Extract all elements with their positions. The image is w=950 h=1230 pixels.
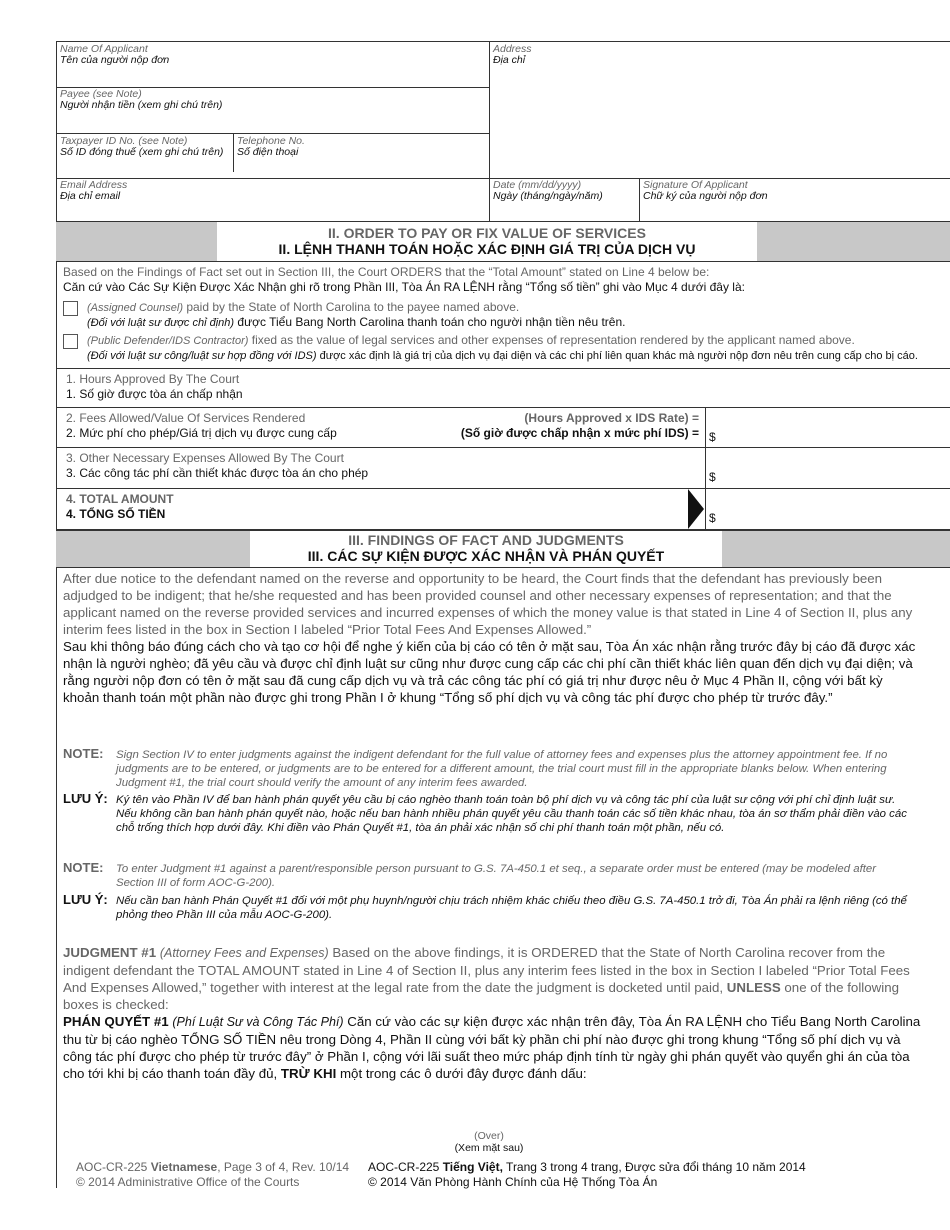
judgment1-paragraph: [63, 944, 923, 1082]
line2-label-en: 2. Fees Allowed/Value Of Services Rendered: [66, 411, 306, 425]
j1-tail-vi: một trong các ô dưới đây được đánh dấu:: [336, 1066, 587, 1081]
opt2-tag-en: (Public Defender/IDS Contractor): [87, 335, 249, 347]
payee-label-vi: Người nhận tiền (xem ghi chú trên): [60, 99, 223, 111]
line3-label-en: 3. Other Necessary Expenses Allowed By The Court: [66, 451, 344, 465]
j1-head-vi: PHÁN QUYẾT #1: [63, 1014, 169, 1029]
opt2-text-vi: được xác định là giá trị của dịch vụ đại diện và các chi phí liên quan khác mà người nộp đơn nêu trên cung cấp cho bị cáo.: [316, 350, 918, 362]
taxpayer-id-field[interactable]: [60, 136, 230, 158]
assigned-counsel-checkbox[interactable]: [63, 301, 78, 316]
line2-fees-allowed: [66, 411, 337, 441]
line4-amount-input[interactable]: $: [709, 511, 716, 525]
note1-text-vi: Ký tên vào Phần IV để ban hành phán quyết yêu cầu bị cáo nghèo thanh toán toàn bộ phí dịch vụ và công tác phí của luật sư cộng với phí chỉ định luật sư. Nếu không cần ban hành phán quyết nào, hoặc nếu ban hành nhiều phán quyết yêu cầu thanh toán các số tiền khác nhau, tòa án sơ thẩm phải điền vào các chỗ trống thích hợp dưới đây. Khi điền vào Phán Quyết #1, tòa án phải xác nhận số chi phí thanh toán một phần, nếu có.: [116, 794, 907, 834]
note1-text-en: Sign Section IV to enter judgments against the indigent defendant for the full value of attorney fees and expenses plus the attorney appointment fee. If no judgments are to be entered, or judgments are to be entered for a different amount, the trial court must fill in the appropriate blanks below. When entering Judgment #1, the trial court should verify the amount of any interim fees awarded.: [116, 749, 888, 789]
arrow-right-icon: [688, 489, 704, 529]
j1-unless-vi: TRỪ KHI: [280, 1066, 337, 1081]
note1: [63, 747, 915, 835]
j1-body-en: Based on the above findings, it is ORDERED that the State of North Carolina recover from the indigent defendant the TOTAL AMOUNT stated in Line 4 of Section II, plus any interim fees listed in the box in Section I labeled “Prior Total Fees And Expenses Allowed,” together with interest at the legal rate from the date the judgment is docketed until paid,: [63, 945, 910, 995]
j1-tag-en: (Attorney Fees and Expenses): [159, 946, 329, 960]
section2-intro-en: Based on the Findings of Fact set out in Section III, the Court ORDERS that the “Total Amount” stated on Line 4 below be:: [63, 265, 710, 279]
line3-label-vi: 3. Các công tác phí cần thiết khác được tòa án cho phép: [66, 466, 369, 480]
opt1-tag-en: (Assigned Counsel): [87, 302, 183, 314]
opt1-text-en: paid by the State of North Carolina to the payee named above.: [183, 300, 520, 314]
opt1-tag-vi: (Đối với luật sư được chỉ định): [87, 317, 235, 329]
opt1-text-vi: được Tiểu Bang North Carolina thanh toán cho người nhận tiền nêu trên.: [234, 315, 626, 329]
section2-intro-vi: Căn cứ vào Các Sự Kiện Được Xác Nhận ghi rõ trong Phần III, Tòa Án RA LỆNH rằng “Tổng số tiền” ghi vào Mục 4 dưới đây là:: [63, 280, 745, 294]
form-vi-lang: Tiếng Việt,: [442, 1160, 503, 1174]
section2-title: [217, 222, 757, 261]
over-note: [389, 1130, 589, 1154]
findings-vi: Sau khi thông báo đúng cách cho và tạo cơ hội để nghe ý kiến của bị cáo có tên ở mặt sau, Tòa Án xác nhận rằng trước đây bị cáo đã được xác nhận là người nghèo; đã yêu cầu và được chỉ định luật sư cũng như được cung cấp các chi phí cần thiết khác liên quan đến dịch vụ đại diện; và rằng người nộp đơn có tên ở mặt sau đã cung cấp dịch vụ và trả các công tác phí có giá trị như được nêu ở Mục 4 Phần II, cộng với bất kỳ khoản thanh toán một phần nào được ghi trong Phần I ở khung “Tổng số phí dịch vụ và công tác phí được cho phép từ trước đây.”: [63, 639, 916, 705]
date-field[interactable]: [493, 180, 603, 202]
form-en-lang: Vietnamese: [150, 1160, 218, 1174]
line3-amount-input[interactable]: $: [709, 470, 716, 484]
note2-label-vi: LƯU Ý:: [63, 892, 108, 907]
note1-label-en: NOTE:: [63, 746, 104, 761]
line2-formula: [440, 411, 699, 441]
j1-head-en: JUDGMENT #1: [63, 945, 157, 960]
address-field[interactable]: [493, 44, 532, 66]
opt2-text-en: fixed as the value of legal services and other expenses of representation rendered by the applicant named above.: [248, 333, 855, 347]
line2-amount-input[interactable]: $: [709, 430, 716, 444]
date-label-vi: Ngày (tháng/ngày/năm): [493, 190, 603, 202]
j1-unless-en: UNLESS: [726, 980, 781, 995]
form-vi-pre: AOC-CR-225: [368, 1160, 443, 1174]
note2-text-vi: Nếu cần ban hành Phán Quyết #1 đối với một phụ huynh/người chịu trách nhiệm khác chiếu theo điều G.S. 7A-450.1 trở đi, Tòa Án phải ra lệnh riêng (có thể phỏng theo Phần III của mẫu AOC-G-200).: [116, 895, 907, 921]
form-vi-post: Trang 3 trong 4 trang, Được sửa đổi tháng 10 năm 2014: [502, 1160, 806, 1174]
section2-title-en: II. ORDER TO PAY OR FIX VALUE OF SERVICES: [328, 225, 646, 241]
email-label-vi: Địa chỉ email: [60, 190, 121, 202]
copyright-en: © 2014 Administrative Office of the Courts: [76, 1175, 300, 1189]
section2-title-vi: II. LỆNH THANH TOÁN HOẶC XÁC ĐỊNH GIÁ TRỊ CỦA DỊCH VỤ: [278, 241, 696, 257]
phone-label-en: Telephone No.: [237, 135, 305, 147]
signature-label-en: Signature Of Applicant: [643, 179, 748, 191]
line4-total-amount: [66, 492, 174, 522]
over-en: (Over): [474, 1130, 504, 1142]
line2-label-vi: 2. Mức phí cho phép/Giá trị dịch vụ được cung cấp: [66, 426, 337, 440]
note2: [63, 861, 915, 922]
line3-other-expenses: [66, 451, 368, 481]
signature-label-vi: Chữ ký của người nộp đơn: [643, 190, 768, 202]
findings-paragraph: [63, 570, 919, 706]
assigned-counsel-option: [87, 300, 947, 330]
line4-label-en: 4. TOTAL AMOUNT: [66, 492, 174, 506]
note1-label-vi: LƯU Ý:: [63, 791, 108, 806]
applicant-label-vi: Tên của người nộp đơn: [60, 54, 170, 66]
applicant-name-field[interactable]: [60, 44, 169, 66]
line1-label-en: 1. Hours Approved By The Court: [66, 372, 240, 386]
signature-field[interactable]: [643, 180, 768, 202]
section3-title-vi: III. CÁC SỰ KIỆN ĐƯỢC XÁC NHẬN VÀ PHÁN QUYẾT: [307, 548, 665, 564]
payee-field[interactable]: [60, 89, 222, 111]
taxpayer-label-en: Taxpayer ID No. (see Note): [60, 135, 188, 147]
section2-intro: [63, 265, 943, 295]
phone-label-vi: Số điện thoại: [237, 146, 299, 158]
form-en-post: , Page 3 of 4, Rev. 10/14: [217, 1160, 350, 1174]
section3-title: [250, 531, 722, 567]
address-label-vi: Địa chỉ: [493, 54, 526, 66]
note2-text-en: To enter Judgment #1 against a parent/responsible person pursuant to G.S. 7A-450.1 et seq., a separate order must be entered (may be modeled after Section III of form AOC-G-200).: [116, 863, 877, 889]
public-defender-checkbox[interactable]: [63, 334, 78, 349]
copyright-vi: © 2014 Văn Phòng Hành Chính của Hệ Thống Tòa Án: [368, 1175, 658, 1189]
j1-tail-en: one of the following boxes is checked:: [63, 980, 899, 1012]
line2-formula-en: (Hours Approved x IDS Rate) =: [524, 411, 699, 425]
email-field[interactable]: [60, 180, 127, 202]
note2-label-en: NOTE:: [63, 860, 104, 875]
public-defender-option: [87, 333, 947, 363]
footer-en: [76, 1160, 349, 1190]
applicant-label-en: Name Of Applicant: [60, 43, 148, 55]
taxpayer-label-vi: Số ID đóng thuế (xem ghi chú trên): [60, 146, 224, 158]
footer-vi: [368, 1160, 806, 1190]
date-label-en: Date (mm/dd/yyyy): [493, 179, 582, 191]
line4-label-vi: 4. TỔNG SỐ TIỀN: [66, 507, 166, 521]
over-vi: (Xem mặt sau): [454, 1142, 524, 1154]
address-label-en: Address: [493, 43, 532, 55]
j1-body-vi: Căn cứ vào các sự kiện được xác nhận trên đây, Tòa Án RA LỆNH cho Tiểu Bang North Carolina thu từ bị cáo nghèo TỔNG SỐ TIỀN nêu trong Dòng 4, Phần II cùng với bất kỳ phần chi phí nào được ghi trong khung “Tổng số phí dịch vụ và công tác phí được cho phép từ trước đây” ở Phần I, cộng với lãi suất theo mức pháp định tính từ ngày ghi phán quyết vào quyển ghi án của tòa cho tới khi bị cáo thanh toán đầy đủ,: [63, 1014, 921, 1081]
opt2-tag-vi: (Đối với luật sư công/luật sư hợp đồng với IDS): [87, 350, 317, 362]
payee-label-en: Payee (see Note): [60, 88, 142, 100]
line1-hours-approved: [66, 372, 243, 402]
section3-title-en: III. FINDINGS OF FACT AND JUDGMENTS: [348, 532, 624, 548]
line1-label-vi: 1. Số giờ được tòa án chấp nhận: [66, 387, 243, 401]
form-en-pre: AOC-CR-225: [76, 1160, 151, 1174]
j1-tag-vi: (Phí Luật Sư và Công Tác Phí): [172, 1015, 344, 1029]
telephone-field[interactable]: [237, 136, 305, 158]
email-label-en: Email Address: [60, 179, 128, 191]
findings-en: After due notice to the defendant named on the reverse and opportunity to be heard, the Court finds that the defendant has previously been adjudged to be indigent; that he/she requested and has been provided counsel and other necessary expenses of representation; and that the applicant named on the reverse provided services and incurred expenses of which the money value is that stated in Line 4 of Section II, plus any interim fees listed in the box in Section I labeled “Prior Total Fees And Expenses Allowed.”: [63, 571, 913, 637]
line2-formula-vi: (Số giờ được chấp nhận x mức phí IDS) =: [460, 426, 699, 440]
